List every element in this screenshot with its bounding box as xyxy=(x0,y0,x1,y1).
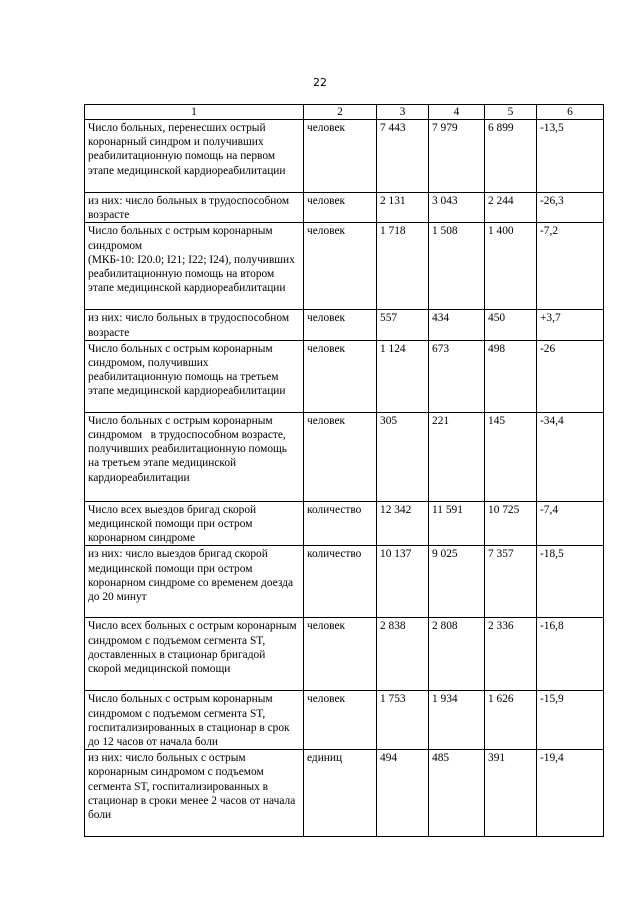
value-cell: 557 xyxy=(377,310,429,340)
value-cell: 498 xyxy=(485,340,537,412)
value-cell: 2 838 xyxy=(377,618,429,691)
indicator-cell: Число всех выездов бригад скорой медицинской помощи при остром коронарном синдроме xyxy=(85,501,304,546)
value-cell: 7 443 xyxy=(377,120,429,193)
unit-cell: человек xyxy=(304,412,377,501)
value-cell: 1 753 xyxy=(377,691,429,750)
change-cell: -26 xyxy=(537,340,604,412)
unit-cell: человек xyxy=(304,340,377,412)
value-cell: 391 xyxy=(485,750,537,837)
value-cell: 2 131 xyxy=(377,193,429,223)
change-cell: -15,9 xyxy=(537,691,604,750)
indicator-cell: Число больных с острым коронарным синдромом в трудоспособном возрасте, получивших реабилитационную помощь на третьем этапе медицинской кардиореабилитации xyxy=(85,412,304,501)
table-row xyxy=(85,691,604,750)
table-row xyxy=(85,193,604,223)
unit-cell: человек xyxy=(304,193,377,223)
change-cell: -16,8 xyxy=(537,618,604,691)
value-cell: 9 025 xyxy=(429,546,485,618)
indicator-cell: Число больных с острым коронарным синдромом, получивших реабилитационную помощь на третьем этапе медицинской кардиореабилитации xyxy=(85,340,304,412)
indicator-cell: Число больных с острым коронарным синдромом с подъемом сегмента ST, госпитализированных в стационар в срок до 12 часов от начала боли xyxy=(85,691,304,750)
value-cell: 1 400 xyxy=(485,223,537,310)
table-row xyxy=(85,120,604,193)
change-cell: -19,4 xyxy=(537,750,604,837)
table-row xyxy=(85,340,604,412)
unit-cell: человек xyxy=(304,223,377,310)
unit-cell: человек xyxy=(304,618,377,691)
table-row xyxy=(85,412,604,501)
unit-cell: количество xyxy=(304,546,377,618)
value-cell: 7 357 xyxy=(485,546,537,618)
unit-cell: единиц xyxy=(304,750,377,837)
change-cell: -13,5 xyxy=(537,120,604,193)
value-cell: 1 124 xyxy=(377,340,429,412)
value-cell: 673 xyxy=(429,340,485,412)
unit-cell: человек xyxy=(304,120,377,193)
indicator-cell: Число больных, перенесших острый коронарный синдром и получивших реабилитационную помощь на первом этапе медицинской кардиореабилитации xyxy=(85,120,304,193)
unit-cell: человек xyxy=(304,691,377,750)
value-cell: 485 xyxy=(429,750,485,837)
table-row xyxy=(85,310,604,340)
change-cell: +3,7 xyxy=(537,310,604,340)
value-cell: 10 725 xyxy=(485,501,537,546)
column-header-5: 5 xyxy=(485,105,537,120)
change-cell: -7,2 xyxy=(537,223,604,310)
column-header-1: 1 xyxy=(85,105,304,120)
table-row xyxy=(85,223,604,310)
value-cell: 3 043 xyxy=(429,193,485,223)
value-cell: 1 934 xyxy=(429,691,485,750)
indicator-cell: из них: число выездов бригад скорой медицинской помощи при остром коронарном синдроме со временем доезда до 20 минут xyxy=(85,546,304,618)
value-cell: 11 591 xyxy=(429,501,485,546)
column-header-2: 2 xyxy=(304,105,377,120)
change-cell: -7,4 xyxy=(537,501,604,546)
value-cell: 10 137 xyxy=(377,546,429,618)
value-cell: 434 xyxy=(429,310,485,340)
table-row xyxy=(85,618,604,691)
value-cell: 145 xyxy=(485,412,537,501)
unit-cell: количество xyxy=(304,501,377,546)
value-cell: 2 244 xyxy=(485,193,537,223)
value-cell: 1 508 xyxy=(429,223,485,310)
value-cell: 6 899 xyxy=(485,120,537,193)
value-cell: 221 xyxy=(429,412,485,501)
unit-cell: человек xyxy=(304,310,377,340)
value-cell: 1 626 xyxy=(485,691,537,750)
table-row xyxy=(85,750,604,837)
change-cell: -18,5 xyxy=(537,546,604,618)
value-cell: 12 342 xyxy=(377,501,429,546)
indicator-cell: из них: число больных в трудоспособном возрасте xyxy=(85,193,304,223)
change-cell: -26,3 xyxy=(537,193,604,223)
page-number: 22 xyxy=(313,76,327,89)
value-cell: 494 xyxy=(377,750,429,837)
value-cell: 2 336 xyxy=(485,618,537,691)
indicator-cell: Число всех больных с острым коронарным синдромом с подъемом сегмента ST, доставленных в стационар бригадой скорой медицинской помощи xyxy=(85,618,304,691)
column-header-4: 4 xyxy=(429,105,485,120)
value-cell: 450 xyxy=(485,310,537,340)
table-row xyxy=(85,546,604,618)
indicator-cell: из них: число больных в трудоспособном возрасте xyxy=(85,310,304,340)
value-cell: 7 979 xyxy=(429,120,485,193)
column-header-3: 3 xyxy=(377,105,429,120)
header-row xyxy=(85,105,604,120)
value-cell: 2 808 xyxy=(429,618,485,691)
data-table xyxy=(84,104,604,837)
indicator-cell: Число больных с острым коронарным синдромом (МКБ-10: I20.0; I21; I22; I24), получивших реабилитационную помощь на втором этапе медицинской кардиореабилитации xyxy=(85,223,304,310)
indicator-cell: из них: число больных с острым коронарным синдромом с подъемом сегмента ST, госпитализированных в стационар в сроки менее 2 часов от начала боли xyxy=(85,750,304,837)
table-row xyxy=(85,501,604,546)
column-header-6: 6 xyxy=(537,105,604,120)
value-cell: 1 718 xyxy=(377,223,429,310)
change-cell: -34,4 xyxy=(537,412,604,501)
value-cell: 305 xyxy=(377,412,429,501)
